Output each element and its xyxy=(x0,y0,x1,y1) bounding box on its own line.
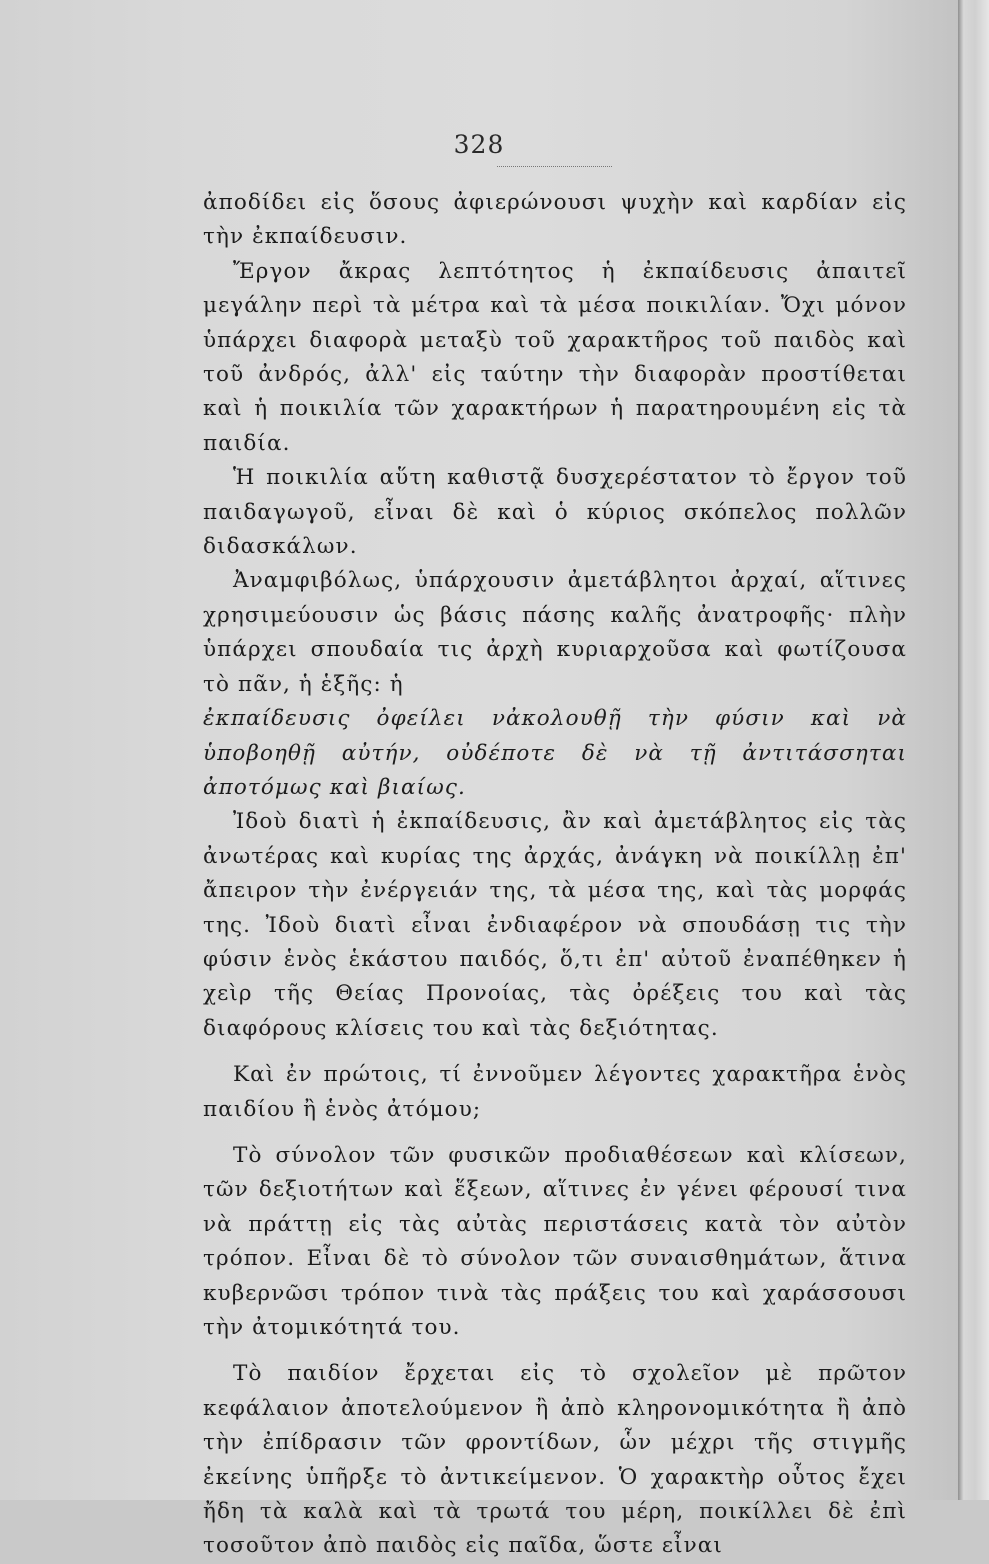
paragraph: Ἰδοὺ διατὶ ἡ ἐκπαίδευσις, ἂν καὶ ἀμετάβλητος εἰς τὰς ἀνωτέρας καὶ κυρίας της ἀρχάς, ἀνάγκη νὰ ποικίλλῃ ἐπ' ἄπειρον τὴν ἐνέργειάν της, τὰ μέσα της, καὶ τὰς μορφάς της. Ἰδοὺ διατὶ εἶναι ἐνδιαφέρον νὰ σπουδάσῃ τις τὴν φύσιν ἑνὸς ἑκάστου παιδός, ὅ,τι ἐπ' αὐτοῦ ἐναπέθηκεν ἡ χεὶρ τῆς Θείας Προνοίας, τὰς ὀρέξεις του καὶ τὰς διαφόρους κλίσεις του καὶ τὰς δεξιότητας. xyxy=(203,809,907,1041)
emphasized-principle: ἐκπαίδευσις ὀφείλει νἀκολουθῇ τὴν φύσιν καὶ νὰ ὑποβοηθῇ αὐτήν, οὐδέποτε δὲ νὰ τῇ ἀντιτάσσηται ἀποτόμως καὶ βιαίως. xyxy=(203,706,907,800)
paragraph: Τὸ σύνολον τῶν φυσικῶν προδιαθέσεων καὶ κλίσεων, τῶν δεξιοτήτων καὶ ἕξεων, αἵτινες ἐν γένει φέρουσί τινα νὰ πράττῃ εἰς τὰς αὐτὰς περιστάσεις κατὰ τὸν αὐτὸν τρόπον. Εἶναι δὲ τὸ σύνολον τῶν συναισθημάτων, ἅτινα κυβερνῶσι τρόπον τινὰ τὰς πράξεις του καὶ χαράσσουσι τὴν ἀτομικότητά του. xyxy=(203,1142,907,1340)
paragraph: Καὶ ἐν πρώτοις, τί ἐννοῦμεν λέγοντες χαρακτῆρα ἑνὸς παιδίου ἢ ἑνὸς ἀτόμου; xyxy=(203,1062,907,1122)
paragraph: Τὸ παιδίον ἔρχεται εἰς τὸ σχολεῖον μὲ πρῶτον κεφάλαιον ἀποτελούμενον ἢ ἀπὸ κληρονομικότητα ἢ ἀπὸ τὴν ἐπίδρασιν τῶν φροντίδων, ὧν μέχρι τῆς στιγμῆς ἐκείνης ὑπῆρξε τὸ ἀντικείμενον. Ὁ χαρακτὴρ οὗτος ἔχει ἤδη τὰ καλὰ καὶ τὰ τρωτά του μέρη, ποικίλλει δὲ ἐπὶ τοσοῦτον ἀπὸ παιδὸς εἰς παῖδα, ὥστε εἶναι xyxy=(203,1361,907,1559)
paragraph: Ἔργον ἄκρας λεπτότητος ἡ ἐκπαίδευσις ἀπαιτεῖ μεγάλην περὶ τὰ μέτρα καὶ τὰ μέσα ποικιλίαν. Ὄχι μόνον ὑπάρχει διαφορὰ μεταξὺ τοῦ χαρακτῆρος τοῦ παιδὸς καὶ τοῦ ἀνδρός, ἀλλ' εἰς ταύτην τὴν διαφορὰν προστίθεται καὶ ἡ ποικιλία τῶν χαρακτήρων ἡ παρατηρουμένη εἰς τὰ παιδία. xyxy=(203,258,907,456)
paragraph: Ἀναμφιβόλως, ὑπάρχουσιν ἀμετάβλητοι ἀρχαί, αἵτινες χρησιμεύουσιν ὡς βάσις πάσης καλῆς ἀνατροφῆς· πλὴν ὑπάρχει σπουδαία τις ἀρχὴ κυριαρχοῦσα καὶ φωτίζουσα τὸ πᾶν, ἡ ἑξῆς: ἡ xyxy=(203,568,907,697)
page-edge-shadow xyxy=(958,0,989,1500)
body-text xyxy=(203,186,907,1564)
page-number-rule xyxy=(497,166,612,167)
paragraph: ἀποδίδει εἰς ὅσους ἀφιερώνουσι ψυχὴν καὶ καρδίαν εἰς τὴν ἐκπαίδευσιν. xyxy=(203,190,907,250)
paragraph: Ἡ ποικιλία αὕτη καθιστᾷ δυσχερέστατον τὸ ἔργον τοῦ παιδαγωγοῦ, εἶναι δὲ καὶ ὁ κύριος σκόπελος πολλῶν διδασκάλων. xyxy=(203,465,907,560)
page-number: 328 xyxy=(453,130,505,159)
